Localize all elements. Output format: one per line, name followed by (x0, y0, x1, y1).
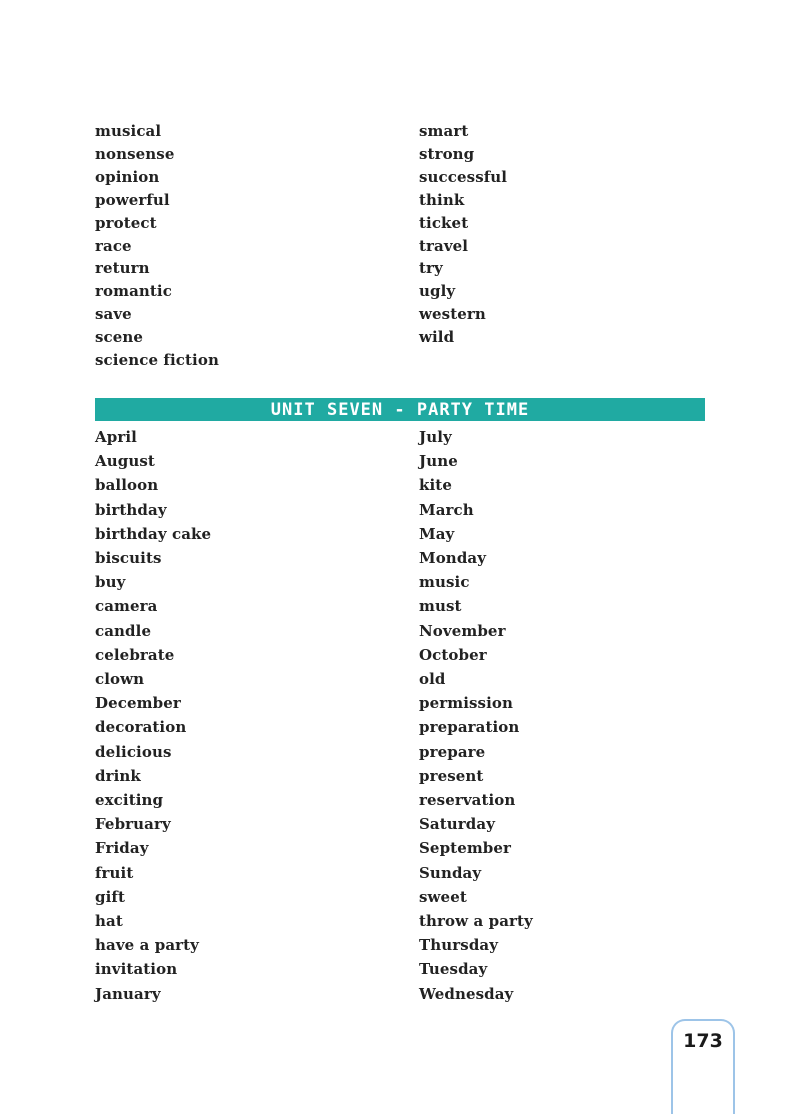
vocabulary-word: permission (419, 694, 514, 713)
vocabulary-word: January (95, 984, 161, 1003)
vocabulary-word: March (419, 500, 474, 519)
vocabulary-word: preparation (419, 718, 520, 737)
vocabulary-word: Tuesday (419, 960, 488, 979)
vocabulary-word: old (419, 670, 446, 688)
vocabulary-word: biscuits (95, 549, 162, 567)
vocabulary-word: April (95, 428, 137, 446)
vocabulary-word: science fiction (95, 351, 219, 369)
unit-title: UNIT SEVEN - PARTY TIME (270, 399, 530, 420)
vocabulary-word: delicious (95, 742, 172, 761)
vocabulary-word: sweet (419, 887, 467, 906)
vocabulary-word: August (95, 452, 155, 471)
page-number-tab (671, 1019, 735, 1114)
vocabulary-word: think (419, 190, 465, 209)
vocabulary-word: birthday (95, 500, 167, 519)
vocabulary-word: December (95, 694, 181, 713)
vocabulary-word: ugly (419, 282, 456, 301)
vocabulary-word: November (419, 621, 506, 640)
vocabulary-word: celebrate (95, 645, 175, 664)
vocabulary-word: Saturday (419, 815, 496, 834)
vocabulary-word: gift (95, 887, 125, 906)
unit-banner (95, 398, 705, 421)
vocabulary-word: scene (95, 328, 144, 347)
vocabulary-word: musical (95, 122, 162, 140)
vocabulary-word: opinion (95, 167, 160, 186)
vocabulary-word: Friday (95, 839, 149, 858)
vocabulary-word: reservation (419, 791, 516, 809)
vocabulary-word: hat (95, 912, 123, 930)
vocabulary-word: romantic (95, 282, 172, 301)
vocabulary-word: western (419, 305, 486, 324)
vocabulary-word: September (419, 839, 512, 858)
vocabulary-word: buy (95, 573, 126, 592)
vocabulary-word: Wednesday (419, 984, 514, 1003)
vocabulary-word: February (95, 815, 171, 834)
vocabulary-word: kite (419, 476, 452, 495)
vocabulary-word: birthday cake (95, 524, 212, 543)
vocabulary-word: May (419, 524, 455, 543)
vocabulary-word: decoration (95, 718, 187, 737)
vocabulary-word: prepare (419, 742, 486, 761)
vocabulary-word: Thursday (419, 936, 499, 955)
vocabulary-word: music (419, 573, 470, 592)
vocabulary-word: present (419, 766, 484, 785)
vocabulary-word: throw a party (419, 912, 533, 930)
vocabulary-word: travel (419, 236, 469, 255)
vocabulary-word: nonsense (95, 144, 175, 163)
vocabulary-word: try (419, 259, 443, 278)
vocabulary-word: drink (95, 766, 141, 785)
vocabulary-word: return (95, 259, 150, 278)
vocabulary-word: fruit (95, 863, 134, 882)
vocabulary-word: camera (95, 597, 158, 616)
vocabulary-word: race (95, 236, 132, 255)
vocabulary-word: wild (419, 328, 455, 347)
vocabulary-word: smart (419, 122, 469, 140)
vocabulary-word: June (419, 452, 458, 471)
vocabulary-word: ticket (419, 213, 469, 232)
vocabulary-word: successful (419, 167, 508, 186)
vocabulary-word: save (95, 305, 132, 324)
vocabulary-word: October (419, 645, 487, 664)
vocabulary-word: balloon (95, 476, 159, 495)
vocabulary-word: must (419, 597, 462, 616)
vocabulary-word: Sunday (419, 863, 482, 882)
vocabulary-word: exciting (95, 791, 164, 809)
vocabulary-word: strong (419, 144, 475, 163)
vocabulary-word: Monday (419, 549, 487, 567)
vocabulary-word: clown (95, 670, 145, 688)
vocabulary-word: candle (95, 621, 152, 640)
vocabulary-word: July (419, 428, 452, 446)
vocabulary-word: have a party (95, 936, 200, 955)
page-number: 173 (683, 1030, 723, 1052)
vocabulary-word: protect (95, 213, 157, 232)
vocabulary-word: powerful (95, 190, 170, 209)
vocabulary-word: invitation (95, 960, 178, 979)
